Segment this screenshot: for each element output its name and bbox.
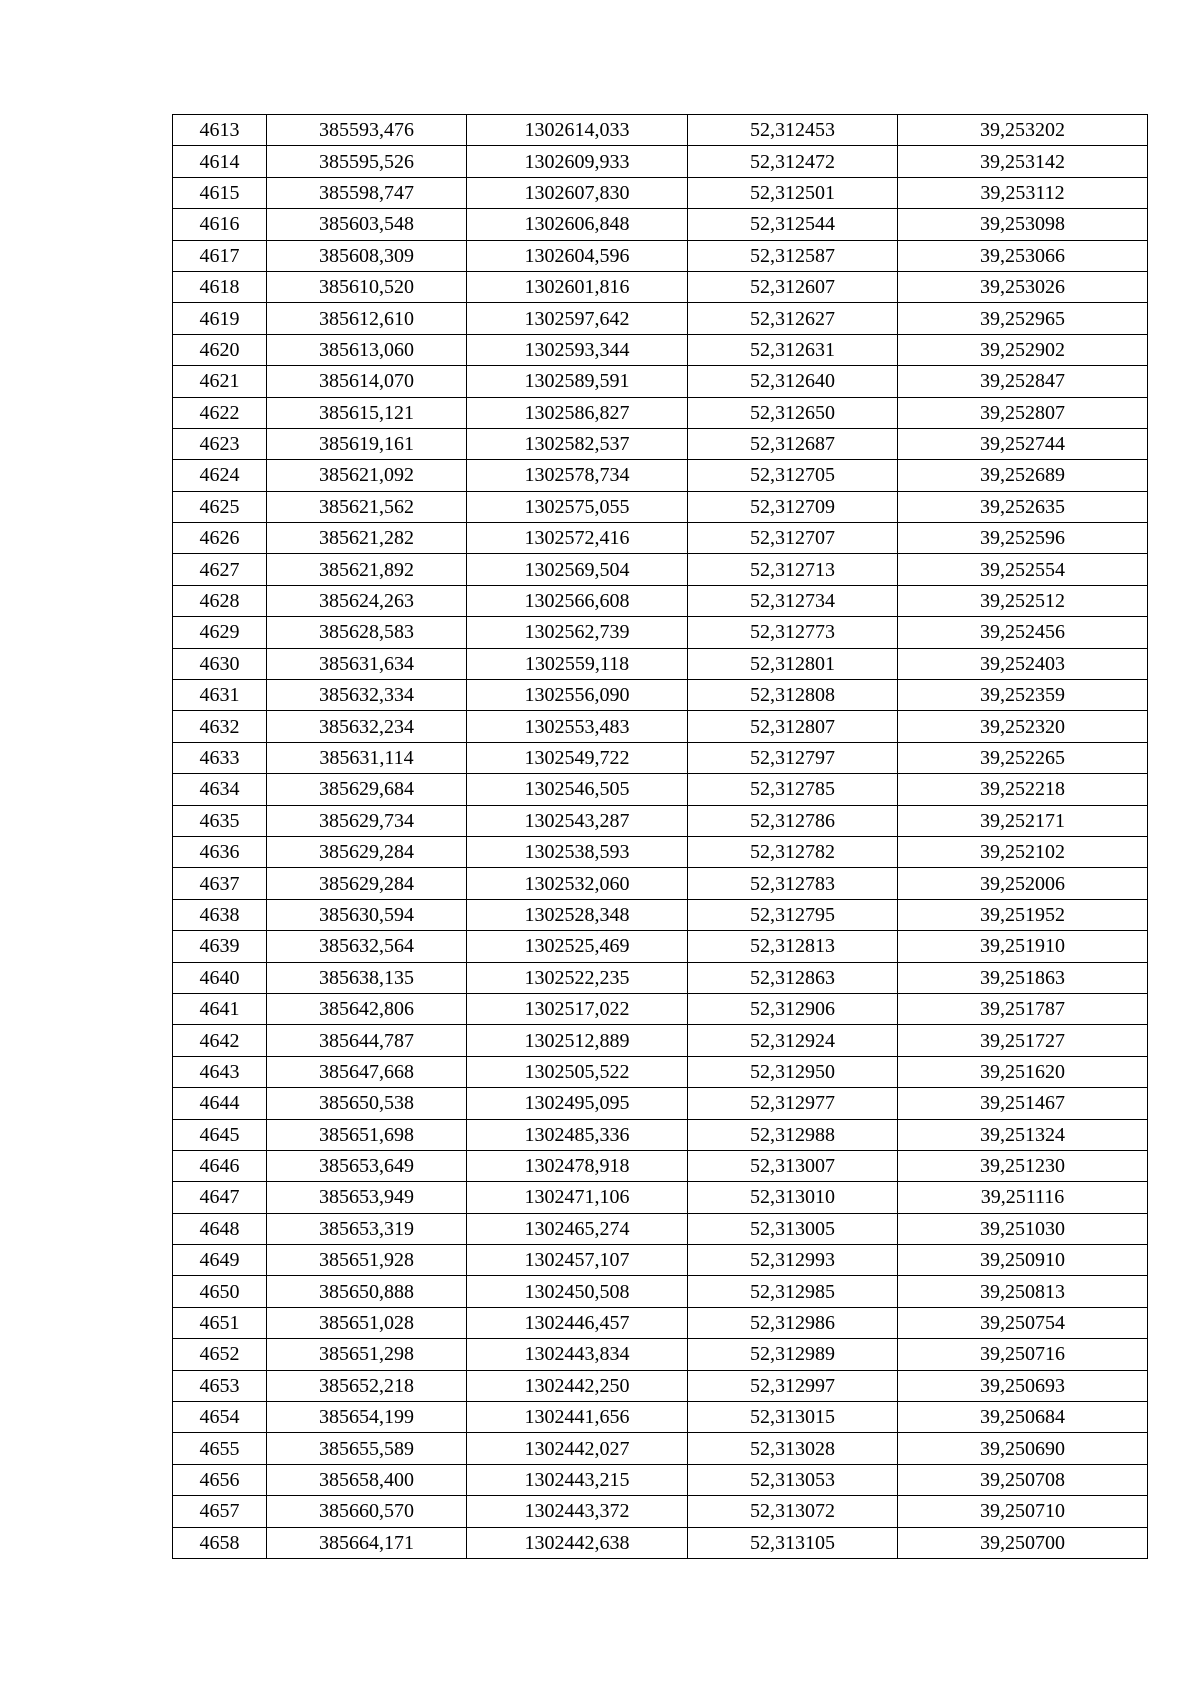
longitude-cell: 39,252320 — [898, 711, 1148, 742]
table-row — [173, 711, 1148, 742]
y-coordinate-cell: 1302443,834 — [467, 1339, 688, 1370]
longitude-cell: 39,252744 — [898, 428, 1148, 459]
y-coordinate-cell: 1302512,889 — [467, 1025, 688, 1056]
latitude-cell: 52,312906 — [688, 993, 898, 1024]
y-coordinate-cell: 1302485,336 — [467, 1119, 688, 1150]
point-number-cell: 4633 — [173, 742, 267, 773]
y-coordinate-cell: 1302517,022 — [467, 993, 688, 1024]
table-row — [173, 1402, 1148, 1433]
latitude-cell: 52,312501 — [688, 177, 898, 208]
longitude-cell: 39,252689 — [898, 460, 1148, 491]
y-coordinate-cell: 1302446,457 — [467, 1307, 688, 1338]
y-coordinate-cell: 1302442,250 — [467, 1370, 688, 1401]
x-coordinate-cell: 385614,070 — [267, 366, 467, 397]
y-coordinate-cell: 1302546,505 — [467, 774, 688, 805]
y-coordinate-cell: 1302607,830 — [467, 177, 688, 208]
point-number-cell: 4613 — [173, 115, 267, 146]
y-coordinate-cell: 1302566,608 — [467, 585, 688, 616]
y-coordinate-cell: 1302522,235 — [467, 962, 688, 993]
point-number-cell: 4650 — [173, 1276, 267, 1307]
y-coordinate-cell: 1302601,816 — [467, 271, 688, 302]
x-coordinate-cell: 385660,570 — [267, 1496, 467, 1527]
x-coordinate-cell: 385624,263 — [267, 585, 467, 616]
table-row — [173, 1464, 1148, 1495]
table-row — [173, 1056, 1148, 1087]
y-coordinate-cell: 1302614,033 — [467, 115, 688, 146]
longitude-cell: 39,252359 — [898, 680, 1148, 711]
latitude-cell: 52,312988 — [688, 1119, 898, 1150]
longitude-cell: 39,251863 — [898, 962, 1148, 993]
longitude-cell: 39,250684 — [898, 1402, 1148, 1433]
y-coordinate-cell: 1302572,416 — [467, 523, 688, 554]
longitude-cell: 39,250708 — [898, 1464, 1148, 1495]
point-number-cell: 4649 — [173, 1245, 267, 1276]
y-coordinate-cell: 1302528,348 — [467, 899, 688, 930]
latitude-cell: 52,313010 — [688, 1182, 898, 1213]
longitude-cell: 39,252456 — [898, 617, 1148, 648]
longitude-cell: 39,251620 — [898, 1056, 1148, 1087]
y-coordinate-cell: 1302597,642 — [467, 303, 688, 334]
x-coordinate-cell: 385615,121 — [267, 397, 467, 428]
table-row — [173, 648, 1148, 679]
latitude-cell: 52,312863 — [688, 962, 898, 993]
x-coordinate-cell: 385631,634 — [267, 648, 467, 679]
latitude-cell: 52,313007 — [688, 1150, 898, 1181]
x-coordinate-cell: 385647,668 — [267, 1056, 467, 1087]
point-number-cell: 4637 — [173, 868, 267, 899]
longitude-cell: 39,253066 — [898, 240, 1148, 271]
y-coordinate-cell: 1302575,055 — [467, 491, 688, 522]
x-coordinate-cell: 385654,199 — [267, 1402, 467, 1433]
x-coordinate-cell: 385642,806 — [267, 993, 467, 1024]
latitude-cell: 52,313015 — [688, 1402, 898, 1433]
table-row — [173, 177, 1148, 208]
point-number-cell: 4615 — [173, 177, 267, 208]
y-coordinate-cell: 1302586,827 — [467, 397, 688, 428]
point-number-cell: 4630 — [173, 648, 267, 679]
longitude-cell: 39,250700 — [898, 1527, 1148, 1558]
x-coordinate-cell: 385632,234 — [267, 711, 467, 742]
point-number-cell: 4635 — [173, 805, 267, 836]
longitude-cell: 39,252902 — [898, 334, 1148, 365]
latitude-cell: 52,312713 — [688, 554, 898, 585]
longitude-cell: 39,253026 — [898, 271, 1148, 302]
table-row — [173, 1150, 1148, 1181]
y-coordinate-cell: 1302441,656 — [467, 1402, 688, 1433]
point-number-cell: 4645 — [173, 1119, 267, 1150]
table-row — [173, 1433, 1148, 1464]
point-number-cell: 4619 — [173, 303, 267, 334]
table-row — [173, 1025, 1148, 1056]
y-coordinate-cell: 1302457,107 — [467, 1245, 688, 1276]
y-coordinate-cell: 1302559,118 — [467, 648, 688, 679]
x-coordinate-cell: 385621,092 — [267, 460, 467, 491]
table-row — [173, 617, 1148, 648]
latitude-cell: 52,312709 — [688, 491, 898, 522]
point-number-cell: 4651 — [173, 1307, 267, 1338]
longitude-cell: 39,252807 — [898, 397, 1148, 428]
x-coordinate-cell: 385653,949 — [267, 1182, 467, 1213]
point-number-cell: 4631 — [173, 680, 267, 711]
x-coordinate-cell: 385593,476 — [267, 115, 467, 146]
point-number-cell: 4642 — [173, 1025, 267, 1056]
longitude-cell: 39,253202 — [898, 115, 1148, 146]
latitude-cell: 52,312997 — [688, 1370, 898, 1401]
point-number-cell: 4654 — [173, 1402, 267, 1433]
table-row — [173, 1307, 1148, 1338]
point-number-cell: 4638 — [173, 899, 267, 930]
latitude-cell: 52,313105 — [688, 1527, 898, 1558]
point-number-cell: 4626 — [173, 523, 267, 554]
latitude-cell: 52,312989 — [688, 1339, 898, 1370]
longitude-cell: 39,252635 — [898, 491, 1148, 522]
point-number-cell: 4646 — [173, 1150, 267, 1181]
longitude-cell: 39,250813 — [898, 1276, 1148, 1307]
x-coordinate-cell: 385650,888 — [267, 1276, 467, 1307]
latitude-cell: 52,312705 — [688, 460, 898, 491]
table-row — [173, 491, 1148, 522]
table-row — [173, 1496, 1148, 1527]
x-coordinate-cell: 385664,171 — [267, 1527, 467, 1558]
x-coordinate-cell: 385608,309 — [267, 240, 467, 271]
y-coordinate-cell: 1302556,090 — [467, 680, 688, 711]
table-row — [173, 271, 1148, 302]
longitude-cell: 39,251910 — [898, 931, 1148, 962]
latitude-cell: 52,312986 — [688, 1307, 898, 1338]
y-coordinate-cell: 1302450,508 — [467, 1276, 688, 1307]
x-coordinate-cell: 385638,135 — [267, 962, 467, 993]
longitude-cell: 39,252265 — [898, 742, 1148, 773]
latitude-cell: 52,312985 — [688, 1276, 898, 1307]
longitude-cell: 39,252847 — [898, 366, 1148, 397]
y-coordinate-cell: 1302505,522 — [467, 1056, 688, 1087]
longitude-cell: 39,252006 — [898, 868, 1148, 899]
x-coordinate-cell: 385632,564 — [267, 931, 467, 962]
longitude-cell: 39,252512 — [898, 585, 1148, 616]
point-number-cell: 4657 — [173, 1496, 267, 1527]
point-number-cell: 4652 — [173, 1339, 267, 1370]
longitude-cell: 39,252554 — [898, 554, 1148, 585]
point-number-cell: 4617 — [173, 240, 267, 271]
x-coordinate-cell: 385629,284 — [267, 836, 467, 867]
table-row — [173, 836, 1148, 867]
table-row — [173, 428, 1148, 459]
latitude-cell: 52,312472 — [688, 146, 898, 177]
longitude-cell: 39,250693 — [898, 1370, 1148, 1401]
latitude-cell: 52,312627 — [688, 303, 898, 334]
y-coordinate-cell: 1302525,469 — [467, 931, 688, 962]
point-number-cell: 4625 — [173, 491, 267, 522]
table-row — [173, 931, 1148, 962]
longitude-cell: 39,252596 — [898, 523, 1148, 554]
x-coordinate-cell: 385629,284 — [267, 868, 467, 899]
table-row — [173, 146, 1148, 177]
table-row — [173, 1276, 1148, 1307]
point-number-cell: 4658 — [173, 1527, 267, 1558]
y-coordinate-cell: 1302589,591 — [467, 366, 688, 397]
y-coordinate-cell: 1302538,593 — [467, 836, 688, 867]
point-number-cell: 4632 — [173, 711, 267, 742]
x-coordinate-cell: 385631,114 — [267, 742, 467, 773]
x-coordinate-cell: 385655,589 — [267, 1433, 467, 1464]
table-row — [173, 805, 1148, 836]
point-number-cell: 4647 — [173, 1182, 267, 1213]
latitude-cell: 52,312607 — [688, 271, 898, 302]
longitude-cell: 39,251030 — [898, 1213, 1148, 1244]
latitude-cell: 52,312807 — [688, 711, 898, 742]
latitude-cell: 52,312782 — [688, 836, 898, 867]
latitude-cell: 52,312786 — [688, 805, 898, 836]
point-number-cell: 4640 — [173, 962, 267, 993]
table-row — [173, 1213, 1148, 1244]
longitude-cell: 39,251727 — [898, 1025, 1148, 1056]
y-coordinate-cell: 1302569,504 — [467, 554, 688, 585]
longitude-cell: 39,251787 — [898, 993, 1148, 1024]
latitude-cell: 52,312773 — [688, 617, 898, 648]
latitude-cell: 52,312734 — [688, 585, 898, 616]
table-row — [173, 899, 1148, 930]
x-coordinate-cell: 385610,520 — [267, 271, 467, 302]
point-number-cell: 4639 — [173, 931, 267, 962]
longitude-cell: 39,251230 — [898, 1150, 1148, 1181]
table-row — [173, 366, 1148, 397]
latitude-cell: 52,313028 — [688, 1433, 898, 1464]
x-coordinate-cell: 385652,218 — [267, 1370, 467, 1401]
table-row — [173, 115, 1148, 146]
y-coordinate-cell: 1302443,372 — [467, 1496, 688, 1527]
coordinates-table-body — [173, 115, 1148, 1559]
x-coordinate-cell: 385603,548 — [267, 209, 467, 240]
point-number-cell: 4623 — [173, 428, 267, 459]
y-coordinate-cell: 1302465,274 — [467, 1213, 688, 1244]
table-row — [173, 397, 1148, 428]
point-number-cell: 4621 — [173, 366, 267, 397]
longitude-cell: 39,250716 — [898, 1339, 1148, 1370]
x-coordinate-cell: 385651,028 — [267, 1307, 467, 1338]
longitude-cell: 39,251116 — [898, 1182, 1148, 1213]
table-row — [173, 1527, 1148, 1558]
latitude-cell: 52,312544 — [688, 209, 898, 240]
latitude-cell: 52,312795 — [688, 899, 898, 930]
latitude-cell: 52,312950 — [688, 1056, 898, 1087]
y-coordinate-cell: 1302606,848 — [467, 209, 688, 240]
x-coordinate-cell: 385621,562 — [267, 491, 467, 522]
longitude-cell: 39,251952 — [898, 899, 1148, 930]
point-number-cell: 4643 — [173, 1056, 267, 1087]
table-row — [173, 1119, 1148, 1150]
latitude-cell: 52,312650 — [688, 397, 898, 428]
y-coordinate-cell: 1302543,287 — [467, 805, 688, 836]
point-number-cell: 4648 — [173, 1213, 267, 1244]
point-number-cell: 4636 — [173, 836, 267, 867]
x-coordinate-cell: 385621,892 — [267, 554, 467, 585]
y-coordinate-cell: 1302471,106 — [467, 1182, 688, 1213]
point-number-cell: 4641 — [173, 993, 267, 1024]
x-coordinate-cell: 385653,649 — [267, 1150, 467, 1181]
table-row — [173, 742, 1148, 773]
y-coordinate-cell: 1302549,722 — [467, 742, 688, 773]
y-coordinate-cell: 1302582,537 — [467, 428, 688, 459]
table-row — [173, 523, 1148, 554]
point-number-cell: 4644 — [173, 1088, 267, 1119]
y-coordinate-cell: 1302593,344 — [467, 334, 688, 365]
latitude-cell: 52,312977 — [688, 1088, 898, 1119]
point-number-cell: 4618 — [173, 271, 267, 302]
table-row — [173, 680, 1148, 711]
y-coordinate-cell: 1302562,739 — [467, 617, 688, 648]
longitude-cell: 39,252403 — [898, 648, 1148, 679]
x-coordinate-cell: 385628,583 — [267, 617, 467, 648]
longitude-cell: 39,253112 — [898, 177, 1148, 208]
coordinates-table — [172, 114, 1148, 1559]
longitude-cell: 39,250690 — [898, 1433, 1148, 1464]
point-number-cell: 4614 — [173, 146, 267, 177]
x-coordinate-cell: 385612,610 — [267, 303, 467, 334]
point-number-cell: 4655 — [173, 1433, 267, 1464]
latitude-cell: 52,312640 — [688, 366, 898, 397]
table-row — [173, 1182, 1148, 1213]
latitude-cell: 52,312801 — [688, 648, 898, 679]
longitude-cell: 39,251467 — [898, 1088, 1148, 1119]
table-row — [173, 1088, 1148, 1119]
x-coordinate-cell: 385658,400 — [267, 1464, 467, 1495]
y-coordinate-cell: 1302442,638 — [467, 1527, 688, 1558]
table-row — [173, 993, 1148, 1024]
point-number-cell: 4622 — [173, 397, 267, 428]
x-coordinate-cell: 385644,787 — [267, 1025, 467, 1056]
latitude-cell: 52,313005 — [688, 1213, 898, 1244]
x-coordinate-cell: 385629,734 — [267, 805, 467, 836]
point-number-cell: 4629 — [173, 617, 267, 648]
table-row — [173, 868, 1148, 899]
longitude-cell: 39,250710 — [898, 1496, 1148, 1527]
latitude-cell: 52,312993 — [688, 1245, 898, 1276]
longitude-cell: 39,253142 — [898, 146, 1148, 177]
latitude-cell: 52,312707 — [688, 523, 898, 554]
table-row — [173, 774, 1148, 805]
table-row — [173, 1339, 1148, 1370]
point-number-cell: 4620 — [173, 334, 267, 365]
table-row — [173, 585, 1148, 616]
table-row — [173, 1245, 1148, 1276]
longitude-cell: 39,251324 — [898, 1119, 1148, 1150]
x-coordinate-cell: 385598,747 — [267, 177, 467, 208]
longitude-cell: 39,252171 — [898, 805, 1148, 836]
table-row — [173, 209, 1148, 240]
longitude-cell: 39,250754 — [898, 1307, 1148, 1338]
latitude-cell: 52,313053 — [688, 1464, 898, 1495]
y-coordinate-cell: 1302532,060 — [467, 868, 688, 899]
latitude-cell: 52,312453 — [688, 115, 898, 146]
table-row — [173, 554, 1148, 585]
longitude-cell: 39,252965 — [898, 303, 1148, 334]
point-number-cell: 4634 — [173, 774, 267, 805]
latitude-cell: 52,312783 — [688, 868, 898, 899]
longitude-cell: 39,252102 — [898, 836, 1148, 867]
point-number-cell: 4653 — [173, 1370, 267, 1401]
latitude-cell: 52,312808 — [688, 680, 898, 711]
point-number-cell: 4616 — [173, 209, 267, 240]
longitude-cell: 39,252218 — [898, 774, 1148, 805]
y-coordinate-cell: 1302442,027 — [467, 1433, 688, 1464]
longitude-cell: 39,250910 — [898, 1245, 1148, 1276]
table-row — [173, 334, 1148, 365]
point-number-cell: 4627 — [173, 554, 267, 585]
table-row — [173, 1370, 1148, 1401]
x-coordinate-cell: 385651,298 — [267, 1339, 467, 1370]
x-coordinate-cell: 385613,060 — [267, 334, 467, 365]
x-coordinate-cell: 385629,684 — [267, 774, 467, 805]
y-coordinate-cell: 1302443,215 — [467, 1464, 688, 1495]
latitude-cell: 52,312785 — [688, 774, 898, 805]
point-number-cell: 4628 — [173, 585, 267, 616]
table-row — [173, 460, 1148, 491]
table-row — [173, 303, 1148, 334]
x-coordinate-cell: 385621,282 — [267, 523, 467, 554]
table-row — [173, 962, 1148, 993]
x-coordinate-cell: 385651,928 — [267, 1245, 467, 1276]
x-coordinate-cell: 385651,698 — [267, 1119, 467, 1150]
x-coordinate-cell: 385630,594 — [267, 899, 467, 930]
point-number-cell: 4656 — [173, 1464, 267, 1495]
latitude-cell: 52,312924 — [688, 1025, 898, 1056]
x-coordinate-cell: 385653,319 — [267, 1213, 467, 1244]
latitude-cell: 52,312797 — [688, 742, 898, 773]
table-row — [173, 240, 1148, 271]
y-coordinate-cell: 1302478,918 — [467, 1150, 688, 1181]
y-coordinate-cell: 1302604,596 — [467, 240, 688, 271]
y-coordinate-cell: 1302578,734 — [467, 460, 688, 491]
y-coordinate-cell: 1302609,933 — [467, 146, 688, 177]
latitude-cell: 52,312813 — [688, 931, 898, 962]
longitude-cell: 39,253098 — [898, 209, 1148, 240]
x-coordinate-cell: 385650,538 — [267, 1088, 467, 1119]
x-coordinate-cell: 385632,334 — [267, 680, 467, 711]
latitude-cell: 52,312631 — [688, 334, 898, 365]
y-coordinate-cell: 1302553,483 — [467, 711, 688, 742]
latitude-cell: 52,312587 — [688, 240, 898, 271]
point-number-cell: 4624 — [173, 460, 267, 491]
x-coordinate-cell: 385619,161 — [267, 428, 467, 459]
y-coordinate-cell: 1302495,095 — [467, 1088, 688, 1119]
x-coordinate-cell: 385595,526 — [267, 146, 467, 177]
latitude-cell: 52,313072 — [688, 1496, 898, 1527]
latitude-cell: 52,312687 — [688, 428, 898, 459]
